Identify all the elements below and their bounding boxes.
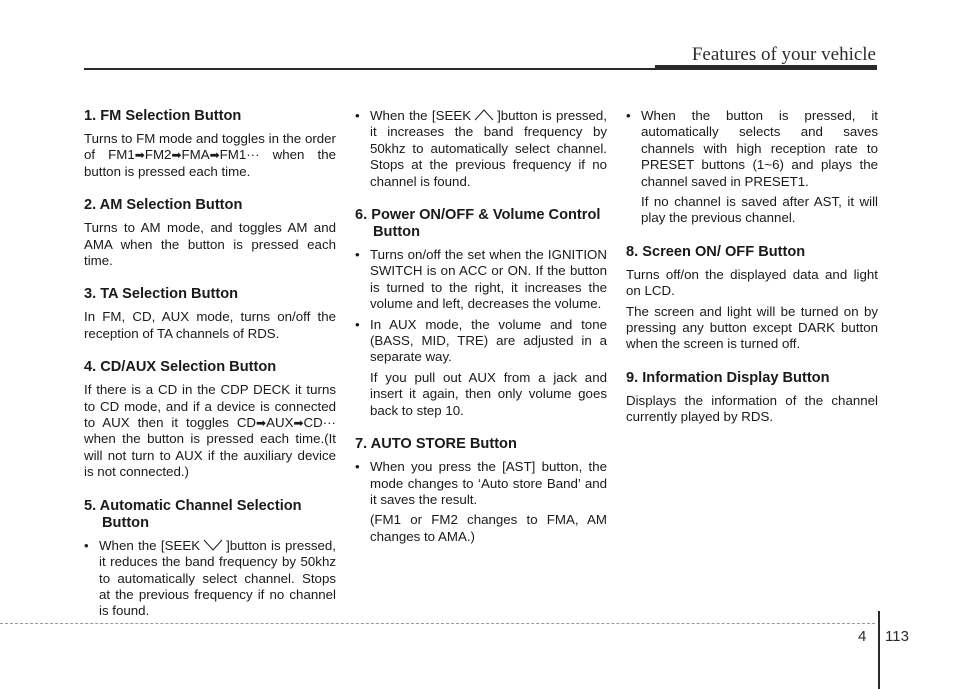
arrow-right-icon: ➡ bbox=[293, 416, 304, 431]
cd-aux-selection-heading: 4. CD/AUX Selection Button bbox=[84, 359, 277, 376]
screen-on-off-text-1: Turns off/on the displayed data and light on LCD. bbox=[626, 266, 878, 299]
header-rule bbox=[84, 68, 877, 70]
bullet-icon: • bbox=[355, 459, 360, 475]
auto-store-heading: 7. AUTO STORE Button bbox=[355, 436, 517, 453]
bullet-icon: • bbox=[355, 316, 360, 332]
info-display-heading: 9. Information Display Button bbox=[626, 369, 830, 386]
arrow-right-icon: ➡ bbox=[256, 416, 267, 431]
fm-selection-heading: 1. FM Selection Button bbox=[84, 108, 242, 124]
bullet-icon: • bbox=[84, 537, 89, 553]
page-number: 113 bbox=[885, 628, 909, 645]
column-1 bbox=[84, 108, 336, 637]
chapter-number: 4 bbox=[858, 628, 867, 645]
column-3 bbox=[626, 108, 878, 443]
am-selection-heading: 2. AM Selection Button bbox=[84, 197, 243, 214]
fm-selection-text: Turns to FM mode and toggles in the order of FM1➡FM2➡FMA➡FM1··· when the button is pressed each time. bbox=[84, 131, 336, 179]
seek-up-bullet: • When the [SEEK ]button is pressed, it increases the band frequency by 50khz to automatically select channel. Stops at the previous frequency if no channel is found. bbox=[355, 108, 607, 189]
cd-aux-selection-text: If there is a CD in the CDP DECK it turns to CD mode, and if a device is connected to AUX then it toggles CD➡AUX➡CD··· when the button is pressed each time.(It will not turn to AUX if the auxiliary device is not connected.) bbox=[84, 382, 336, 480]
arrow-right-icon: ➡ bbox=[209, 148, 220, 163]
seek-down-bullet: • When the [SEEK ]button is pressed, it reduces the band frequency by 50khz to automatically select channel. Stops at the previous frequency if no channel is found. bbox=[84, 537, 336, 619]
bullet-icon: • bbox=[626, 108, 631, 123]
power-volume-bullet-2: • In AUX mode, the volume and tone (BASS, MID, TRE) are adjusted in a separate way. bbox=[355, 316, 607, 365]
screen-on-off-text-2: The screen and light will be turned on by pressing any button except DARK button when the screen is turned off. bbox=[626, 303, 878, 352]
auto-channel-selection-heading: 5. Automatic Channel Selection Button bbox=[84, 497, 302, 531]
footer-page-bar bbox=[878, 611, 880, 689]
seek-down-icon bbox=[200, 539, 226, 551]
bullet-icon: • bbox=[355, 108, 360, 123]
power-volume-heading: 6. Power ON/OFF & Volume Control Button bbox=[355, 207, 601, 241]
seek-up-icon bbox=[471, 109, 497, 121]
am-selection-text: Turns to AM mode, and toggles AM and AMA when the button is pressed each time. bbox=[84, 220, 336, 269]
footer-divider bbox=[0, 623, 875, 624]
section-header-title: Features of your vehicle bbox=[691, 44, 876, 65]
info-display-text: Displays the information of the channel currently played by RDS. bbox=[626, 392, 878, 425]
bullet-icon: • bbox=[355, 247, 360, 263]
ta-selection-heading: 3. TA Selection Button bbox=[84, 286, 239, 303]
arrow-right-icon: ➡ bbox=[171, 148, 182, 163]
column-2 bbox=[355, 108, 607, 562]
auto-store-note: (FM1 or FM2 changes to FMA, AM changes to AMA.) bbox=[370, 512, 607, 544]
arrow-right-icon: ➡ bbox=[134, 148, 145, 163]
power-volume-bullet-1: • Turns on/off the set when the IGNITION SWITCH is on ACC or ON. If the button is turned to the right, it increases the volume and left, decreases the volume. bbox=[355, 247, 607, 312]
auto-store-bullet-1: • When you press the [AST] button, the mode changes to ‘Auto store Band’ and it saves the result. bbox=[355, 459, 607, 507]
ta-selection-text: In FM, CD, AUX mode, turns on/off the reception of TA channels of RDS. bbox=[84, 309, 336, 341]
auto-store-bullet-2: • When the button is pressed, it automatically selects and saves channels with high reception rate to PRESET buttons (1~6) and plays the channel saved in PRESET1. bbox=[626, 108, 878, 189]
screen-on-off-heading: 8. Screen ON/ OFF Button bbox=[626, 243, 806, 260]
auto-store-note-2: If no channel is saved after AST, it will play the previous channel. bbox=[641, 194, 878, 226]
power-volume-note: If you pull out AUX from a jack and insert it again, then only volume goes back to step 10. bbox=[370, 369, 607, 418]
